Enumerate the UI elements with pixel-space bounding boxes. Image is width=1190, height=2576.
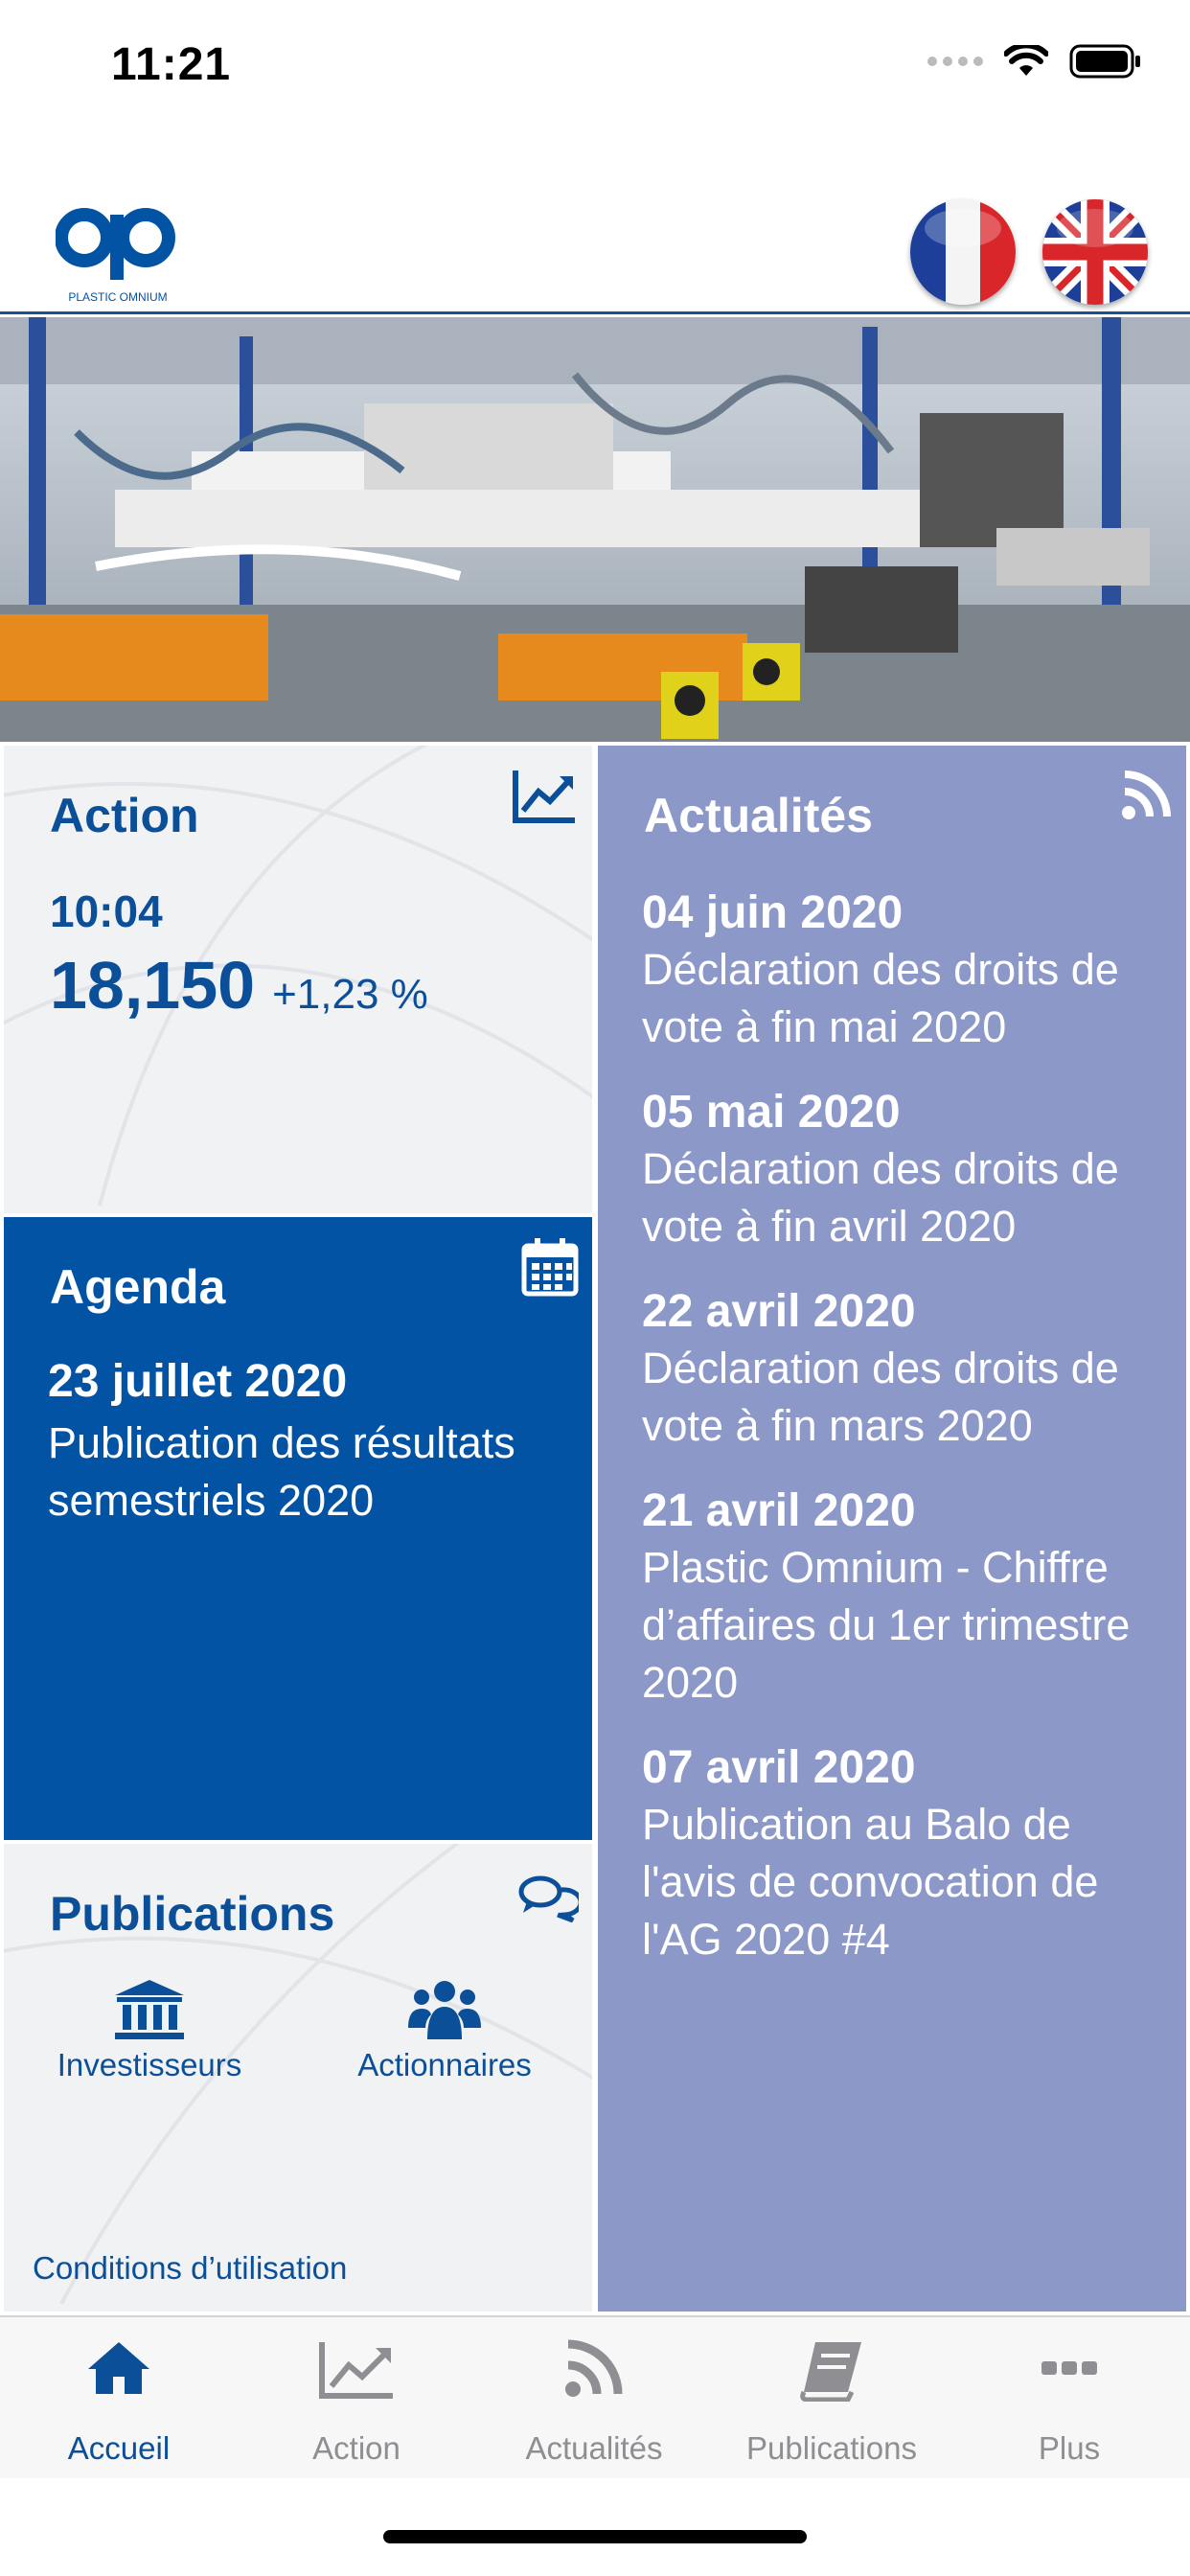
news-title: Actualités bbox=[644, 789, 873, 842]
signal-icon bbox=[927, 57, 983, 66]
news-text: Publication au Balo de l'avis de convocation de l'AG 2020 #4 bbox=[642, 1800, 1099, 1964]
tab-bar bbox=[0, 2315, 1190, 2478]
plastic-omnium-logo bbox=[56, 201, 180, 307]
tab-publications[interactable] bbox=[713, 2317, 950, 2480]
agenda-date: 23 juillet 2020 bbox=[48, 1356, 348, 1407]
tab-label: Action bbox=[312, 2430, 400, 2466]
news-date: 04 juin 2020 bbox=[642, 887, 904, 938]
rss-icon bbox=[1121, 769, 1173, 820]
chart-line-icon bbox=[316, 2338, 397, 2402]
action-title: Action bbox=[50, 789, 199, 842]
news-item[interactable] bbox=[642, 1484, 1159, 1712]
action-time: 10:04 bbox=[50, 886, 163, 936]
news-item[interactable] bbox=[642, 1740, 1159, 1968]
news-text: Déclaration des droits de vote à fin avril 2020 bbox=[642, 1144, 1119, 1251]
news-text: Plastic Omnium - Chiffre d’affaires du 1er trimestre 2020 bbox=[642, 1543, 1131, 1707]
agenda-title: Agenda bbox=[50, 1260, 226, 1314]
tab-label: Publications bbox=[746, 2430, 917, 2466]
action-tile[interactable] bbox=[4, 746, 592, 1213]
tab-plus[interactable] bbox=[950, 2317, 1188, 2480]
tab-actualites[interactable] bbox=[475, 2317, 713, 2480]
book-icon bbox=[798, 2338, 865, 2402]
shareholders-label: Actionnaires bbox=[357, 2047, 532, 2082]
news-tile[interactable] bbox=[598, 746, 1186, 2312]
news-list bbox=[642, 886, 1159, 1997]
agenda-tile[interactable] bbox=[4, 1217, 592, 1840]
investors-link[interactable] bbox=[39, 1978, 260, 2083]
news-date: 22 avril 2020 bbox=[642, 1286, 916, 1337]
battery-icon bbox=[1069, 44, 1142, 79]
publications-title: Publications bbox=[50, 1887, 335, 1941]
factory-banner-image bbox=[0, 317, 1190, 742]
publications-tile bbox=[4, 1844, 592, 2312]
french-flag-button[interactable] bbox=[910, 199, 1016, 305]
news-date: 05 mai 2020 bbox=[642, 1087, 901, 1138]
tab-label: Plus bbox=[1038, 2430, 1101, 2466]
status-bar bbox=[0, 0, 1190, 134]
svg-text:PLASTIC OMNIUM: PLASTIC OMNIUM bbox=[68, 290, 168, 304]
news-text: Déclaration des droits de vote à fin mai 2020 bbox=[642, 945, 1119, 1051]
status-time: 11:21 bbox=[111, 39, 232, 90]
home-icon bbox=[86, 2338, 151, 2398]
news-item[interactable] bbox=[642, 1085, 1159, 1255]
calendar-icon bbox=[521, 1236, 579, 1298]
rss-icon bbox=[564, 2338, 624, 2398]
news-date: 07 avril 2020 bbox=[642, 1742, 916, 1793]
home-indicator[interactable] bbox=[383, 2530, 807, 2543]
agenda-text: Publication des résultats semestriels 2020 bbox=[48, 1418, 515, 1525]
chart-line-icon bbox=[510, 767, 579, 826]
action-change: +1,23 % bbox=[272, 971, 428, 1018]
more-icon bbox=[1040, 2338, 1099, 2398]
news-text: Déclaration des droits de vote à fin mars 2020 bbox=[642, 1344, 1119, 1450]
news-item[interactable] bbox=[642, 1284, 1159, 1455]
uk-flag-button[interactable] bbox=[1042, 199, 1148, 305]
tab-accueil[interactable] bbox=[0, 2317, 238, 2480]
terms-of-use-link[interactable]: Conditions d’utilisation bbox=[33, 2250, 348, 2286]
wifi-icon bbox=[1004, 45, 1048, 78]
users-icon bbox=[408, 1978, 481, 2041]
comments-icon bbox=[517, 1873, 579, 1922]
action-price: 18,150 bbox=[50, 948, 256, 1023]
app-header bbox=[0, 134, 1190, 314]
action-quote bbox=[50, 947, 428, 1024]
news-date: 21 avril 2020 bbox=[642, 1485, 916, 1536]
shareholders-link[interactable] bbox=[334, 1978, 555, 2083]
tab-label: Accueil bbox=[67, 2430, 171, 2466]
status-icons bbox=[927, 44, 1142, 79]
bank-icon bbox=[113, 1978, 186, 2041]
tab-action[interactable] bbox=[238, 2317, 475, 2480]
tab-label: Actualités bbox=[525, 2430, 663, 2466]
news-item[interactable] bbox=[642, 886, 1159, 1056]
investors-label: Investisseurs bbox=[57, 2047, 242, 2082]
